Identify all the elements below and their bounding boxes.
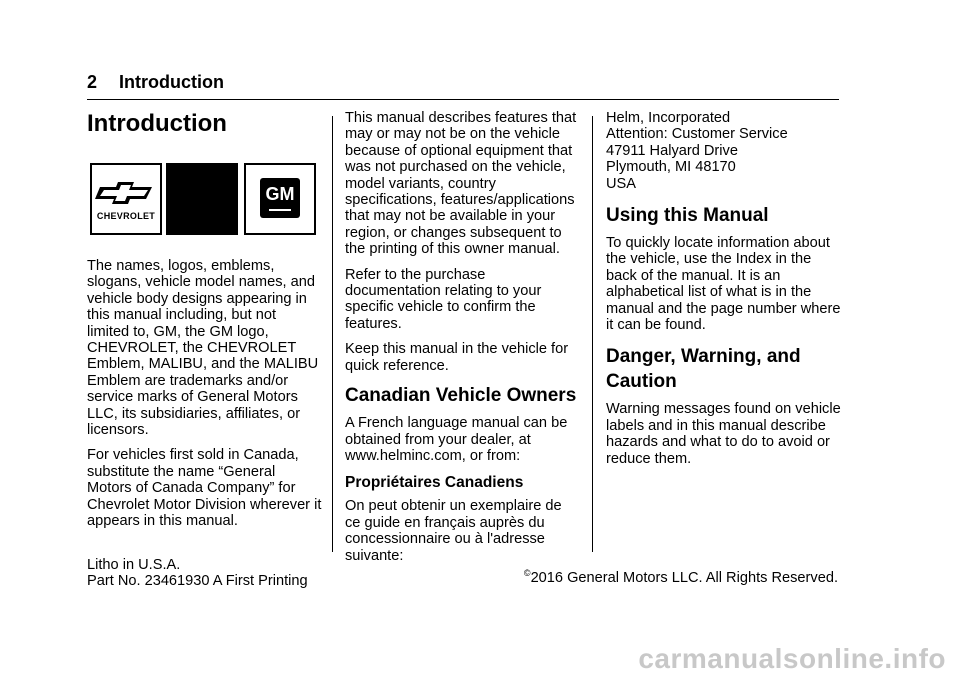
danger-heading-line2: Caution [606, 371, 677, 393]
proprietaires-text: On peut obtenir un exemplaire de ce guide en français auprès du concessionnaire ou à l'adresse suivante: [345, 498, 562, 564]
address-line: USA [606, 175, 637, 192]
litho-text: Litho in U.S.A. [87, 557, 181, 573]
column-1 [87, 110, 322, 138]
page-title: Introduction [87, 110, 227, 137]
chevrolet-logo [90, 163, 162, 235]
gm-badge [260, 178, 300, 218]
address-line: 47911 Halyard Drive [606, 142, 738, 159]
purchase-doc-paragraph: Refer to the purchase documentation relating to your specific vehicle to confirm the features. [345, 266, 542, 332]
part-number-text: Part No. 23461930 A First Printing [87, 573, 308, 590]
header-rule [87, 99, 839, 100]
column-divider-1 [332, 116, 333, 552]
copyright-text: 2016 General Motors LLC. All Rights Reserved. [530, 569, 838, 586]
using-manual-text: To quickly locate information about the vehicle, use the Index in the back of the manual. It is an alphabetical list of what is in the manual and the page number where it can be found. [606, 235, 841, 334]
danger-heading-line1: Danger, Warning, and [606, 346, 801, 368]
column-2 [345, 110, 580, 573]
chevrolet-bowtie-icon [92, 165, 160, 233]
gm-wordmark: GM [265, 184, 295, 204]
canadian-owners-text: A French language manual can be obtained from your dealer, at www.helminc.com, or from: [345, 415, 568, 464]
using-manual-heading: Using this Manual [606, 205, 769, 227]
page-header [87, 72, 224, 93]
footer-left [87, 557, 308, 590]
features-paragraph: This manual describes features that may or may not be on the vehicle because of optional equipment that was not purchased on the vehicle, model variants, country specifications, features/applications that may not be available in your region, or changes subsequent to the printing of this owner manual. [345, 110, 577, 258]
keep-manual-paragraph: Keep this manual in the vehicle for quick reference. [345, 341, 569, 374]
footer-right [524, 565, 838, 586]
canada-name-paragraph: For vehicles first sold in Canada, substitute the name “General Motors of Canada Company” for Chevrolet Motor Division wherever it appears in this manual. [87, 447, 322, 530]
column-1-body [87, 258, 322, 539]
address-line: Attention: Customer Service [606, 126, 788, 143]
address-block [606, 110, 841, 192]
column-3 [606, 110, 841, 476]
address-line: Helm, Incorporated [606, 110, 731, 126]
chevrolet-wordmark: CHEVROLET [96, 211, 156, 221]
copyright-symbol: © [523, 568, 531, 578]
gm-logo [244, 163, 316, 235]
watermark: carmanualsonline.info [638, 643, 946, 674]
canadian-owners-heading: Canadian Vehicle Owners [345, 385, 577, 407]
section-title: Introduction [119, 72, 224, 92]
page-number: 2 [87, 72, 98, 92]
gm-underline [269, 209, 291, 211]
danger-text: Warning messages found on vehicle labels and in this manual describe hazards and what to do to avoid or reduce them. [606, 401, 841, 467]
column-divider-2 [592, 116, 593, 552]
malibu-emblem-placeholder [166, 163, 238, 235]
address-line: Plymouth, MI 48170 [606, 159, 736, 176]
trademark-paragraph: The names, logos, emblems, slogans, vehicle model names, and vehicle body designs appearing in this manual including, but not limited to, GM, the GM logo, CHEVROLET, the CHEVROLET Emblem, MALIBU, and the MALIBU Emblem are trademarks and/or service marks of General Motors LLC, its subsidiaries, affiliates, or licensors. [87, 258, 319, 439]
brand-logos [90, 163, 316, 235]
proprietaires-heading: Propriétaires Canadiens [345, 474, 524, 492]
